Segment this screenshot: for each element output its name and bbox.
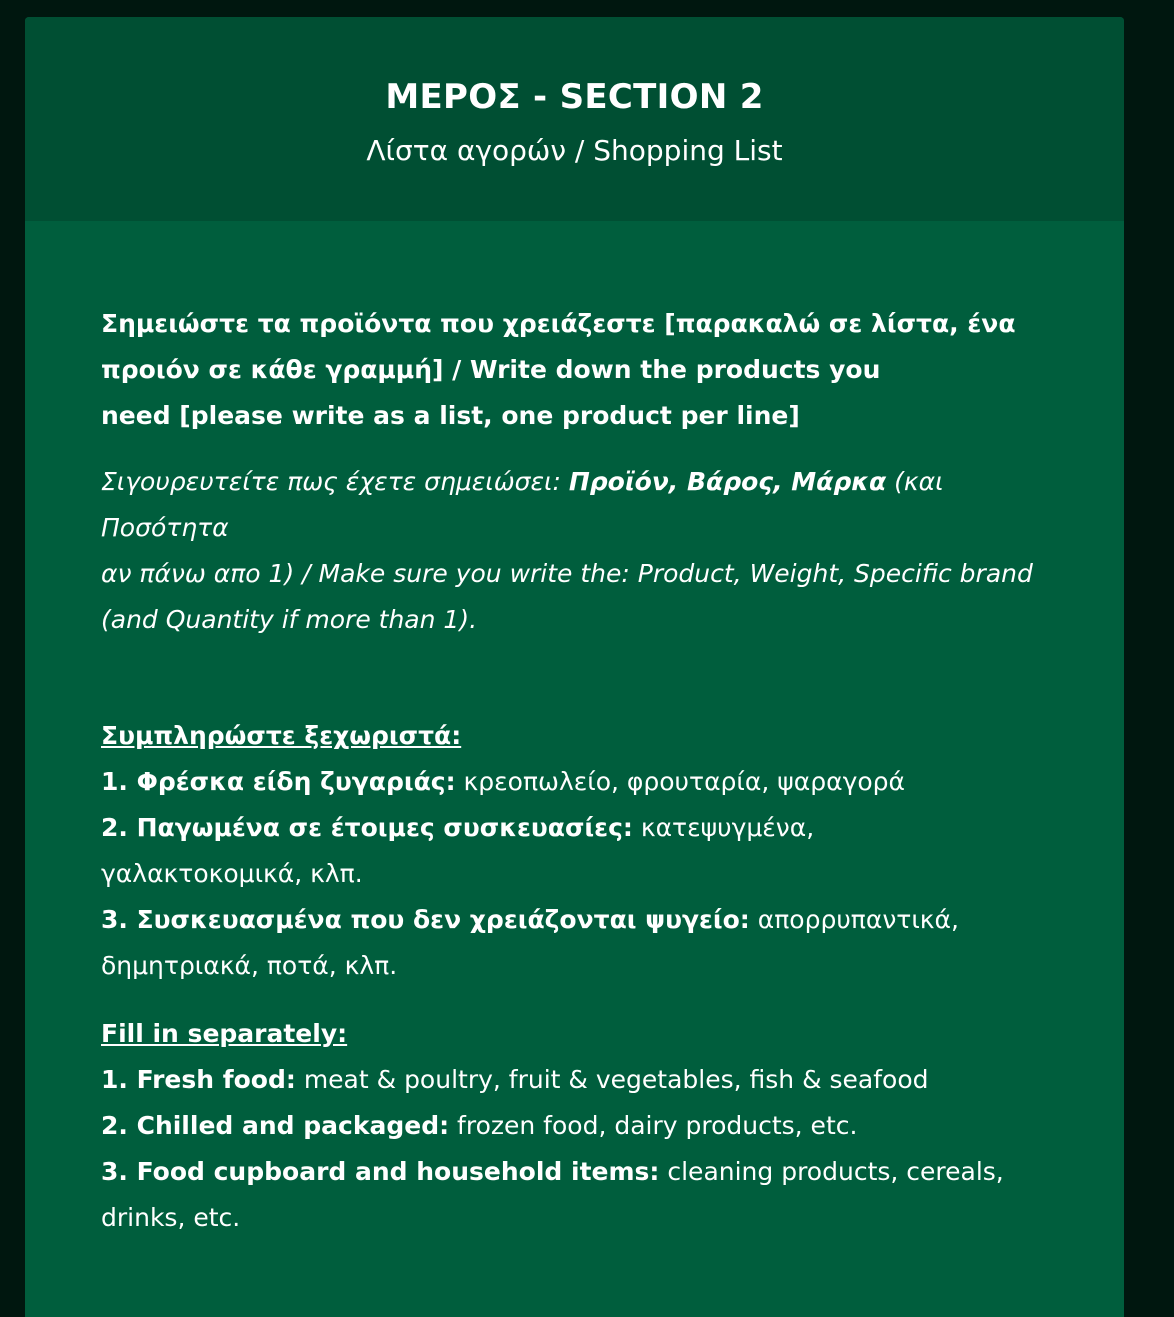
intro-line: προιόν σε κάθε γραμμή] / Write down the products you xyxy=(101,355,881,384)
intro-line: need [please write as a list, one product per line] xyxy=(101,401,800,430)
category-label: 1. Fresh food: xyxy=(101,1065,296,1094)
form-section-card xyxy=(25,17,1124,1317)
category-label: 2. Παγωμένα σε έτοιμες συσκευασίες: xyxy=(101,813,633,842)
category-label: 3. Food cupboard and household items: xyxy=(101,1157,660,1186)
category-text: cleaning products, cereals, xyxy=(659,1157,1004,1186)
category-text: δημητριακά, ποτά, κλπ. xyxy=(101,951,398,980)
greek-categories-heading: Συμπληρώστε ξεχωριστά: xyxy=(101,721,462,750)
category-text: απορρυπαντικά, xyxy=(749,905,959,934)
section-description xyxy=(25,221,1061,1241)
section-header xyxy=(25,17,1124,221)
category-text: κατεψυγμένα, xyxy=(632,813,815,842)
english-categories-heading: Fill in separately: xyxy=(101,1019,348,1048)
note-bold: Προϊόν, Βάρος, Μάρκα xyxy=(568,467,887,496)
intro-line: Σημειώστε τα προϊόντα που χρειάζεστε [παρακαλώ σε λίστα, ένα xyxy=(101,309,1016,338)
note-text: Σιγουρευτείτε πως έχετε σημειώσει: xyxy=(101,467,569,496)
section-subtitle: Λίστα αγορών / Shopping List xyxy=(366,134,783,167)
note-text: (and Quantity if more than 1). xyxy=(101,605,478,634)
category-label: 3. Συσκευασμένα που δεν χρειάζονται ψυγείο: xyxy=(101,905,750,934)
note-text: αν πάνω απο 1) / Make sure you write the: Product, Weight, Specific brand xyxy=(101,559,1033,588)
category-text: drinks, etc. xyxy=(101,1203,241,1232)
note-text: (και Ποσότητα xyxy=(101,467,944,542)
intro-instructions xyxy=(101,301,1061,439)
category-label: 1. Φρέσκα είδη ζυγαριάς: xyxy=(101,767,456,796)
greek-categories xyxy=(101,713,1061,989)
english-categories xyxy=(101,1011,1061,1241)
category-text: frozen food, dairy products, etc. xyxy=(449,1111,858,1140)
category-text: κρεοπωλείο, φρουταρία, ψαραγορά xyxy=(455,767,906,796)
category-text: γαλακτοκομικά, κλπ. xyxy=(101,859,363,888)
category-label: 2. Chilled and packaged: xyxy=(101,1111,450,1140)
category-text: meat & poultry, fruit & vegetables, fish & seafood xyxy=(295,1065,929,1094)
section-title: ΜΕΡΟΣ - SECTION 2 xyxy=(385,77,764,117)
note-instructions xyxy=(101,459,1061,643)
